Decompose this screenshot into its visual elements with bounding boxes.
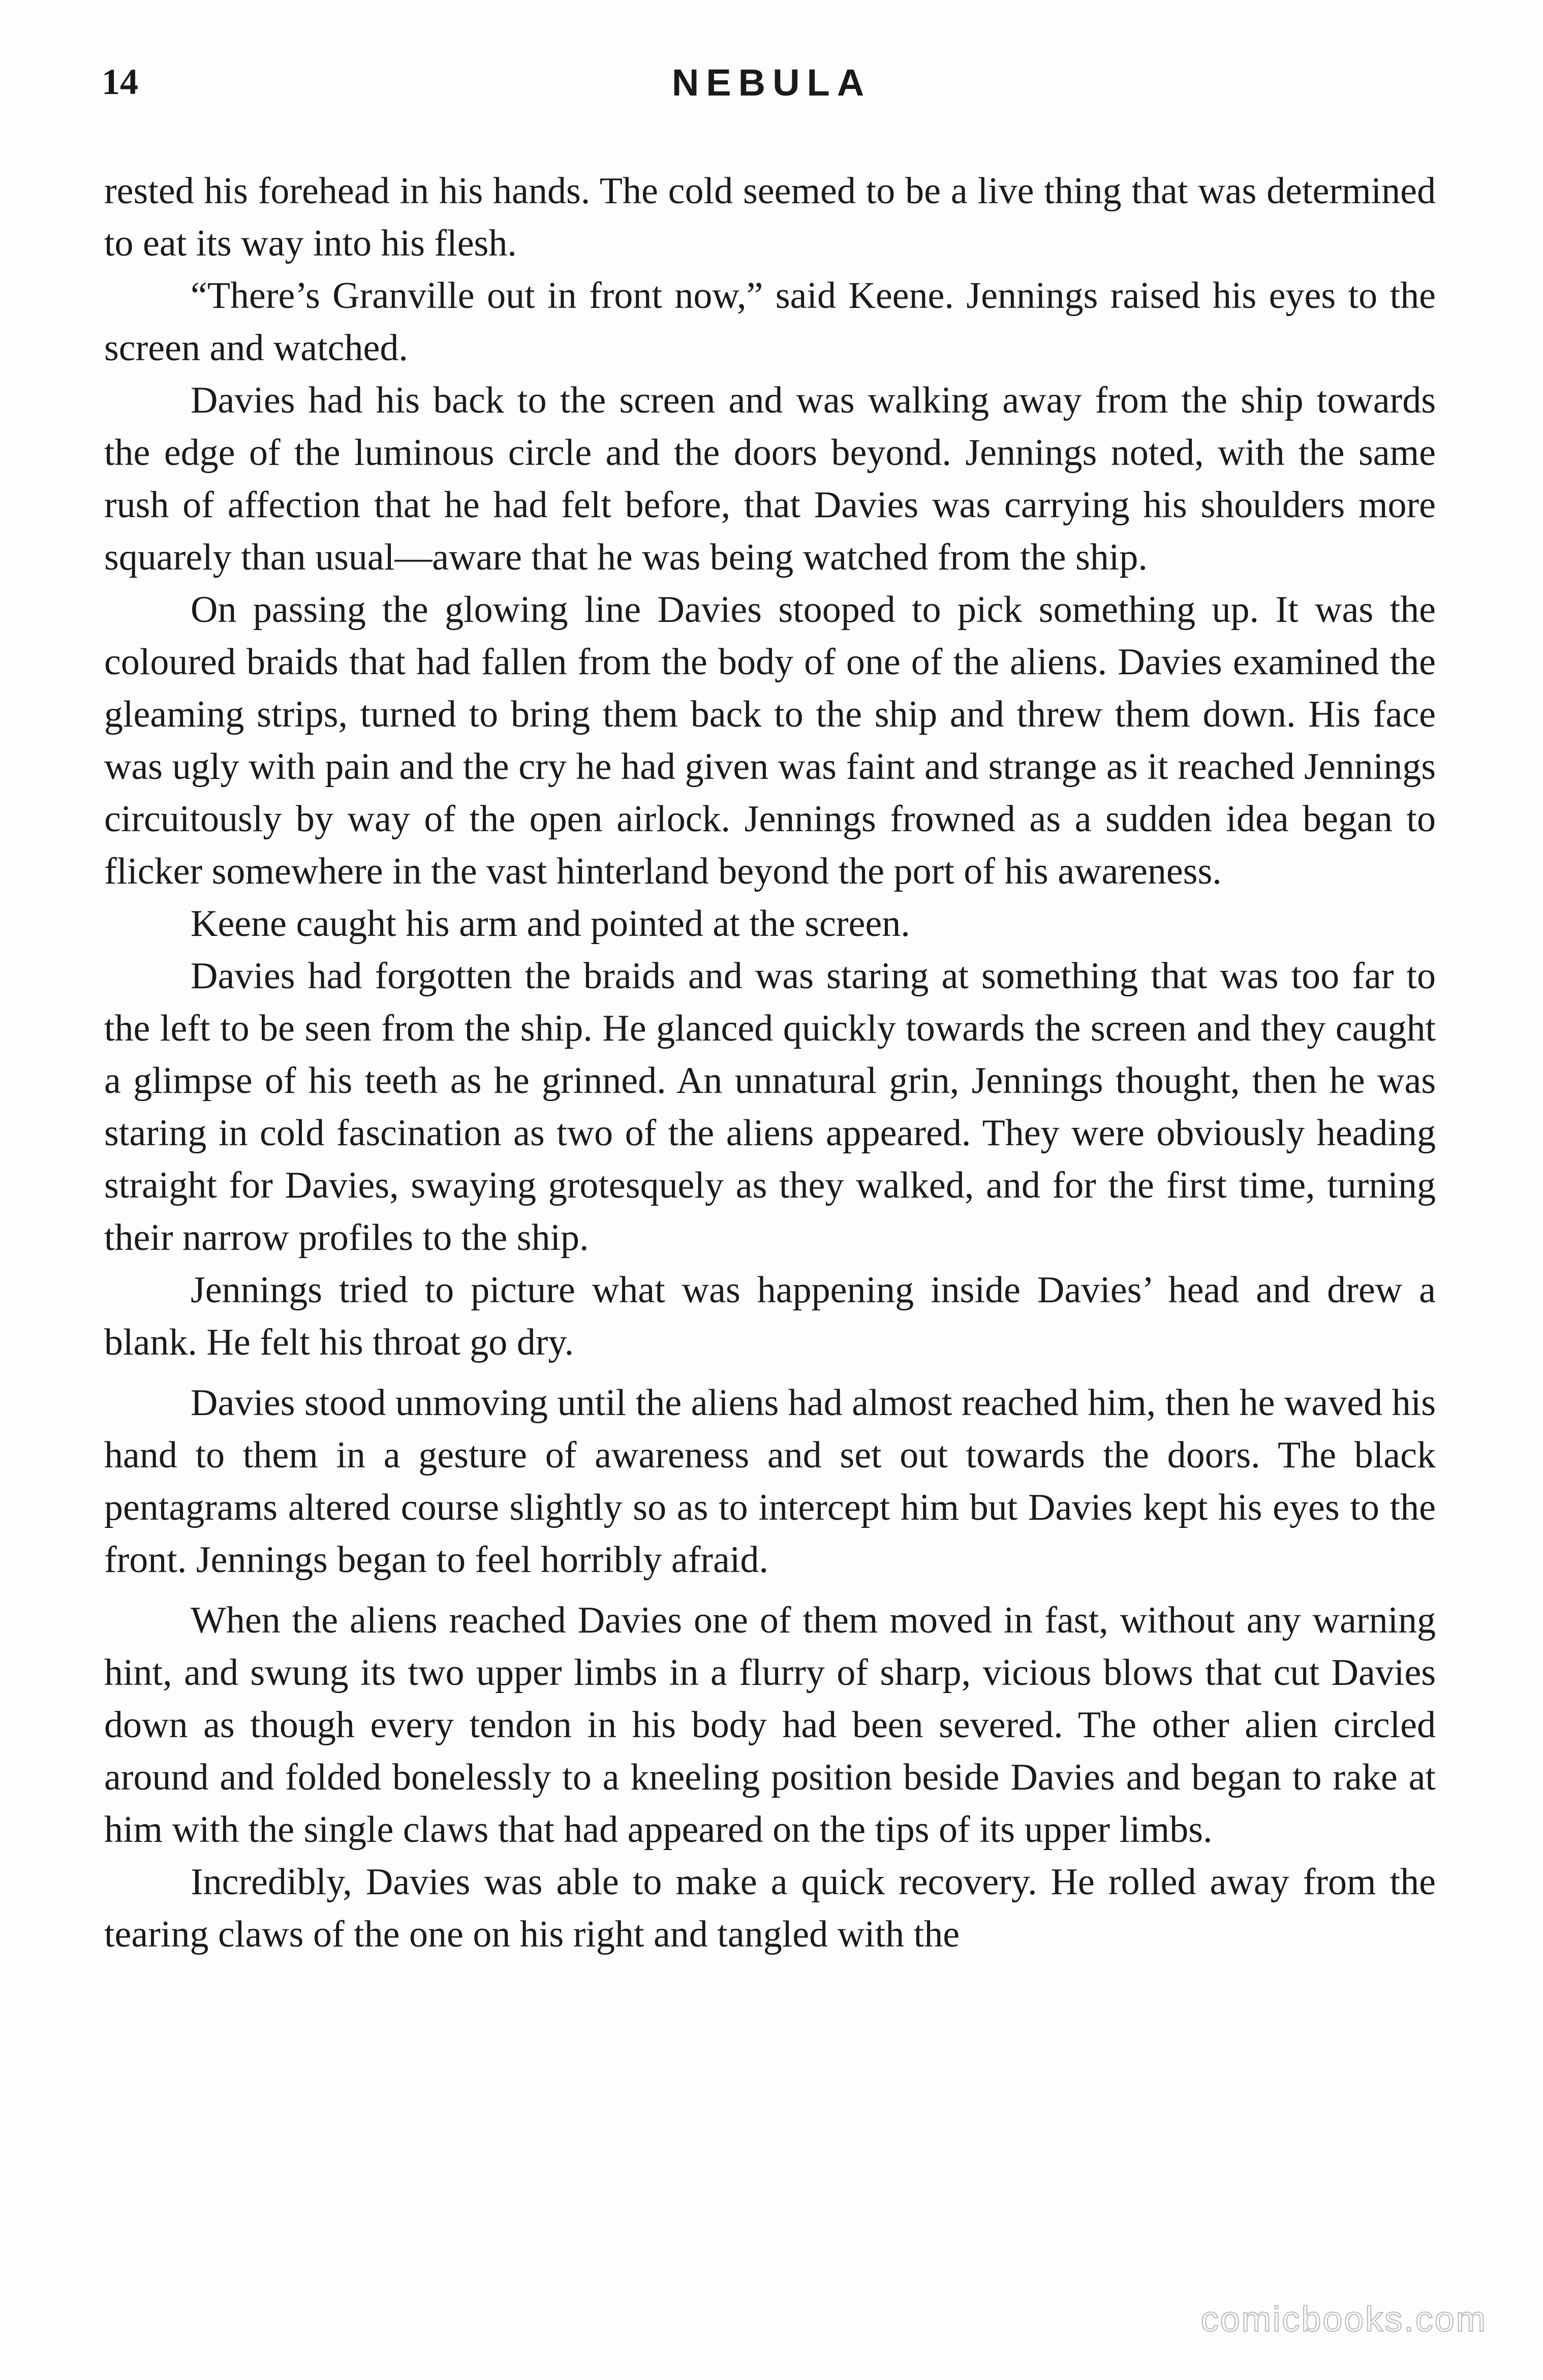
running-head [102, 61, 1441, 117]
running-title: NEBULA [671, 61, 872, 104]
paragraph: Davies stood unmoving until the aliens had almost reached him, then he waved his hand to them in a gesture of awareness and set out towards the doors. The black pentagrams altered course slightly so as to intercept him but Davies kept his eyes to the front. Jennings began to feel horribly afraid. [104, 1382, 1436, 1581]
paragraph: When the aliens reached Davies one of them moved in fast, without any warning hint, and swung its two upper limbs in a flurry of sharp, vicious blows that cut Davies down as though every tendon in his body had been severed. The other alien circled around and folded bonelessly to a kneeling position beside Davies and began to rake at him with the single claws that had appeared on the tips of its upper limbs. [104, 1600, 1436, 1851]
paragraph: “There’s Granville out in front now,” said Keene. Jennings raised his eyes to the screen and watched. [104, 275, 1436, 369]
paragraph: Keene caught his arm and pointed at the screen. [191, 903, 910, 945]
watermark: comicbooks.com [1200, 2299, 1487, 2339]
page-number: 14 [102, 61, 138, 102]
paragraph: Jennings tried to picture what was happening inside Davies’ head and drew a blank. He felt his throat go dry. [104, 1269, 1436, 1363]
paragraph: rested his forehead in his hands. The cold seemed to be a live thing that was determined to eat its way into his flesh. [104, 170, 1436, 264]
paragraph: Davies had forgotten the braids and was staring at something that was too far to the left to be seen from the ship. He glanced quickly towards the screen and they caught a glimpse of his teeth as he grinned. An unnatural grin, Jennings thought, then he was staring in cold fascination as two of the aliens appeared. They were obviously heading straight for Davies, swaying grotesquely as they walked, and for the first time, turning their narrow profiles to the ship. [104, 955, 1436, 1259]
paragraph: Incredibly, Davies was able to make a quick recovery. He rolled away from the tearing claws of the one on his right and tangled with the [104, 1861, 1436, 1955]
paragraph: Davies had his back to the screen and was walking away from the ship towards the edge of the luminous circle and the doors beyond. Jennings noted, with the same rush of affection that he had felt before, that Davies was carrying his shoulders more squarely than usual—aware that he was being watched from the ship. [104, 380, 1436, 578]
paragraph: On passing the glowing line Davies stooped to pick something up. It was the coloured braids that had fallen from the body of one of the aliens. Davies examined the gleaming strips, turned to bring them back to the ship and threw them down. His face was ugly with pain and the cry he had given was faint and strange as it reached Jennings circuitously by way of the open airlock. Jennings frowned as a sudden idea began to flicker somewhere in the vast hinterland beyond the port of his awareness. [104, 589, 1436, 892]
body-text [104, 165, 1436, 1961]
